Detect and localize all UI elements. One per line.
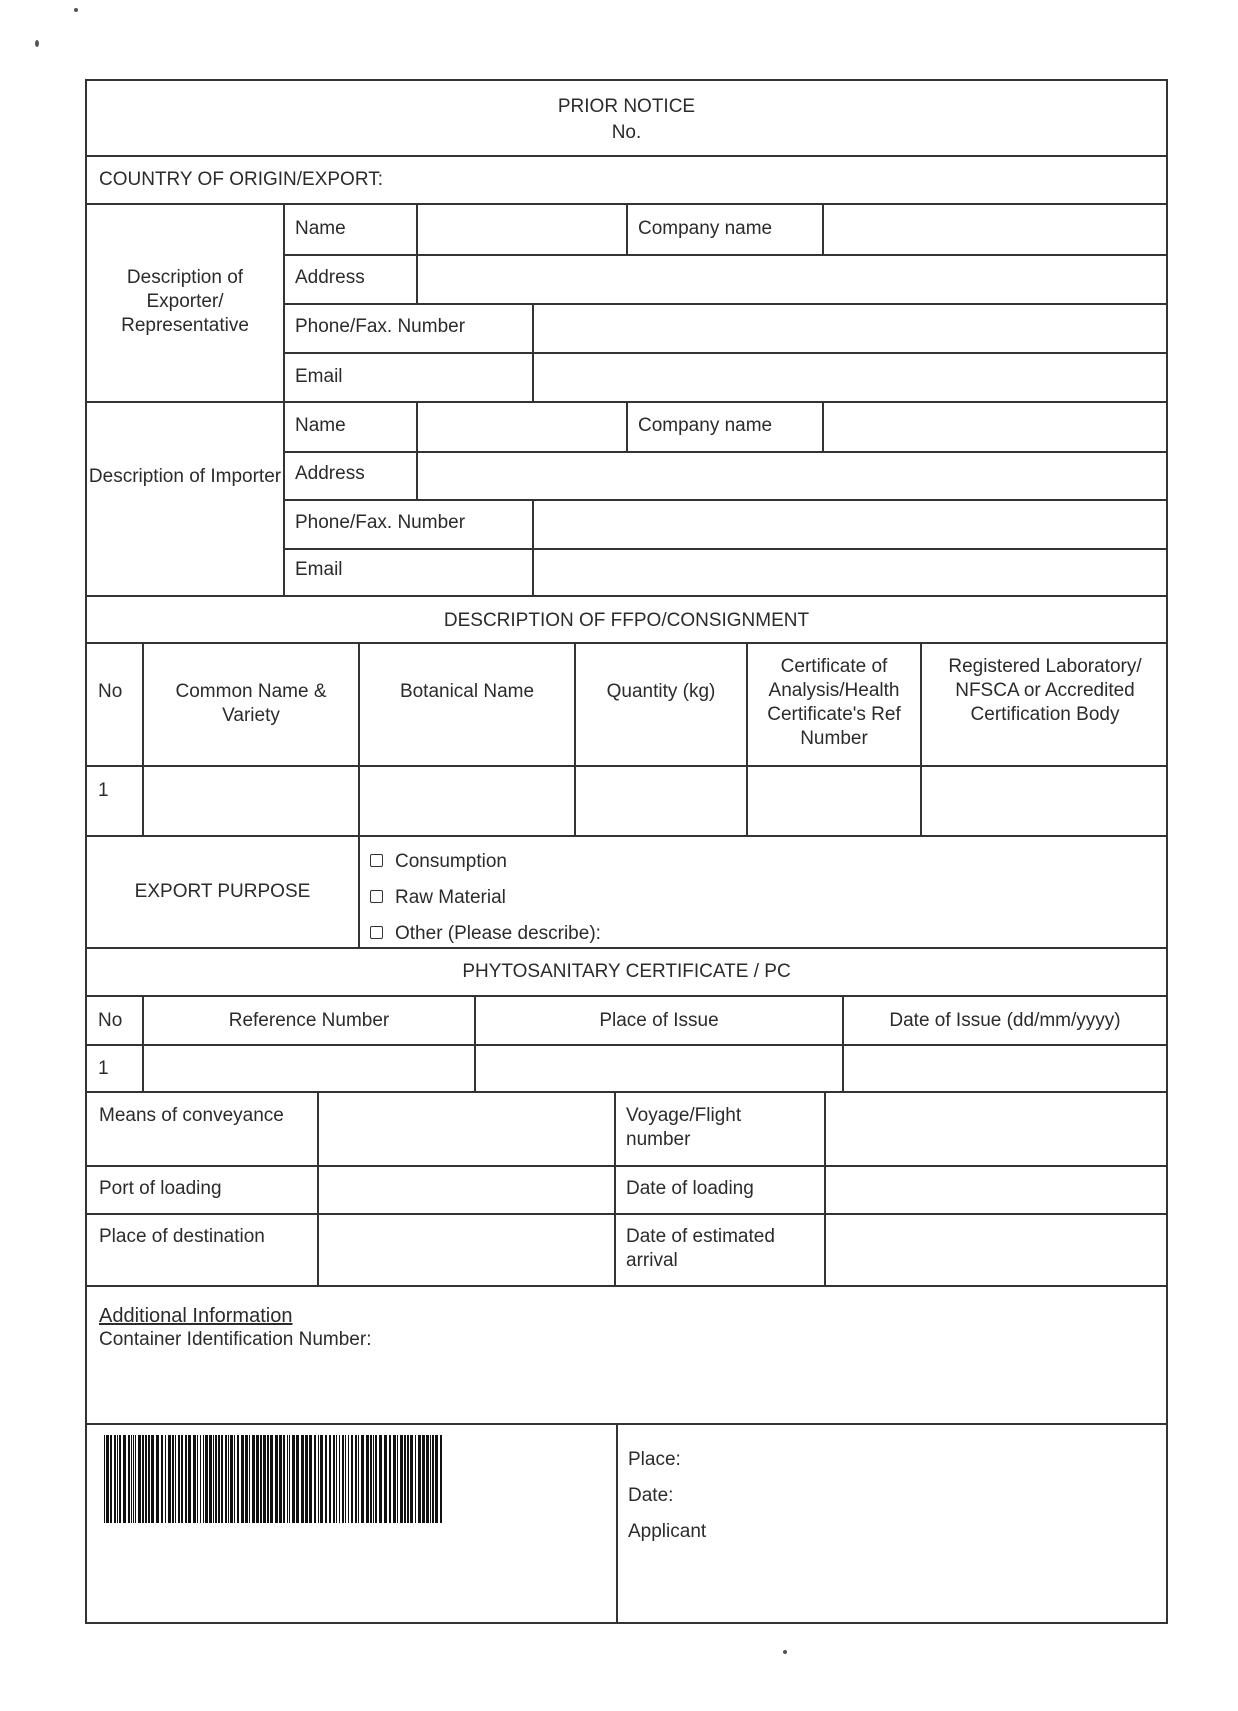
barcode-bar xyxy=(142,1435,144,1523)
barcode-bar xyxy=(410,1435,413,1523)
consumption-checkbox[interactable] xyxy=(370,854,383,867)
purpose-option-raw-material[interactable] xyxy=(370,886,506,910)
barcode-bar xyxy=(397,1435,398,1523)
barcode-bar xyxy=(404,1435,406,1523)
barcode-bar xyxy=(296,1435,299,1523)
phyto-title: PHYTOSANITARY CERTIFICATE / PC xyxy=(462,961,791,982)
exporter-section-label: Description of Exporter/ Representative xyxy=(121,267,249,336)
form-header xyxy=(87,81,1166,157)
barcode-bar xyxy=(348,1435,349,1523)
country-of-origin-label: COUNTRY OF ORIGIN/EXPORT: xyxy=(99,169,383,190)
form-title: PRIOR NOTICE xyxy=(557,96,696,117)
phyto-col-reference-number: Reference Number xyxy=(228,1010,390,1031)
barcode-bar xyxy=(379,1435,382,1523)
voyage-flight-label: Voyage/Flight number xyxy=(626,1105,742,1150)
exporter-company-field[interactable] xyxy=(824,205,1166,254)
consignment-row-no: 1 xyxy=(98,780,109,801)
scan-speck xyxy=(783,1650,787,1654)
barcode-bar xyxy=(197,1435,198,1523)
additional-information-title: Additional Information xyxy=(99,1305,293,1327)
country-of-origin-row xyxy=(87,157,1166,205)
barcode-bar xyxy=(263,1435,266,1523)
phyto-col-date-of-issue: Date of Issue (dd/mm/yyyy) xyxy=(889,1010,1121,1031)
barcode-bar xyxy=(432,1435,434,1523)
importer-email-label: Email xyxy=(295,559,343,580)
barcode-bar xyxy=(106,1435,109,1523)
barcode-bar xyxy=(148,1435,150,1523)
consignment-common-name-field[interactable] xyxy=(144,767,358,837)
estimated-arrival-field[interactable] xyxy=(826,1215,1166,1287)
barcode-bar xyxy=(252,1435,255,1523)
barcode-bar xyxy=(345,1435,346,1523)
exporter-section xyxy=(87,205,1166,403)
export-purpose-label: EXPORT PURPOSE xyxy=(134,881,311,902)
barcode-bar xyxy=(110,1435,112,1523)
applicant-signature-field[interactable] xyxy=(628,1550,1154,1610)
barcode-bar xyxy=(342,1435,344,1523)
other-label: Other (Please describe): xyxy=(395,923,601,944)
barcode-bar xyxy=(256,1435,259,1523)
consignment-col-common-name: Common Name & Variety xyxy=(175,681,327,726)
phyto-place-of-issue-field[interactable] xyxy=(476,1046,842,1093)
barcode-bar xyxy=(305,1435,308,1523)
barcode-bar xyxy=(145,1435,147,1523)
container-id-label: Container Identification Number: xyxy=(99,1329,372,1350)
consignment-title: DESCRIPTION OF FFPO/CONSIGNMENT xyxy=(443,610,810,631)
barcode-bar xyxy=(309,1435,312,1523)
date-of-loading-field[interactable] xyxy=(826,1167,1166,1213)
exporter-email-label: Email xyxy=(295,366,343,387)
barcode-bar xyxy=(358,1435,359,1523)
barcode-bar xyxy=(213,1435,214,1523)
exporter-company-label: Company name xyxy=(638,218,773,239)
port-of-loading-label: Port of loading xyxy=(99,1178,222,1199)
exporter-phone-field[interactable] xyxy=(534,303,1166,352)
barcode-bar xyxy=(325,1435,327,1523)
consignment-col-botanical-name: Botanical Name xyxy=(399,681,535,702)
barcode-bar xyxy=(275,1435,278,1523)
barcode-bar xyxy=(181,1435,183,1523)
barcode-bar xyxy=(384,1435,387,1523)
barcode-bar xyxy=(283,1435,285,1523)
consignment-table xyxy=(87,644,1166,837)
barcode-bar xyxy=(245,1435,248,1523)
barcode-bar xyxy=(400,1435,403,1523)
barcode-bar xyxy=(178,1435,180,1523)
prior-notice-form xyxy=(85,79,1168,1624)
phyto-reference-number-field[interactable] xyxy=(144,1046,474,1093)
barcode-bar xyxy=(430,1435,431,1523)
barcode-bar xyxy=(165,1435,166,1523)
barcode-bar xyxy=(375,1435,377,1523)
barcode-bar xyxy=(440,1435,442,1523)
barcode-bar xyxy=(351,1435,353,1523)
importer-address-field[interactable] xyxy=(418,451,1166,499)
place-of-destination-field[interactable] xyxy=(319,1215,614,1287)
phyto-table xyxy=(87,997,1166,1093)
barcode-bar xyxy=(237,1435,239,1523)
date-label: Date: xyxy=(628,1485,674,1506)
barcode-bar xyxy=(301,1435,304,1523)
barcode-bar xyxy=(133,1435,134,1523)
barcode-bar xyxy=(203,1435,204,1523)
barcode-bar xyxy=(333,1435,335,1523)
barcode-bar xyxy=(435,1435,438,1523)
barcode-bar xyxy=(260,1435,262,1523)
signature-section xyxy=(87,1425,1166,1622)
barcode-bar xyxy=(314,1435,316,1523)
estimated-arrival-label: Date of estimated arrival xyxy=(626,1226,775,1271)
barcode-bar xyxy=(361,1435,364,1523)
barcode-bar xyxy=(114,1435,116,1523)
purpose-option-consumption[interactable] xyxy=(370,850,507,874)
applicant-label: Applicant xyxy=(628,1521,707,1542)
other-checkbox[interactable] xyxy=(370,926,383,939)
barcode-bar xyxy=(336,1435,337,1523)
raw-material-checkbox[interactable] xyxy=(370,890,383,903)
phyto-col-place-of-issue: Place of Issue xyxy=(599,1010,719,1031)
barcode-bar xyxy=(279,1435,282,1523)
transport-section xyxy=(87,1093,1166,1287)
place-label: Place: xyxy=(628,1449,681,1470)
barcode-bar xyxy=(241,1435,244,1523)
date-of-loading-label: Date of loading xyxy=(626,1178,754,1199)
barcode-bar xyxy=(104,1435,105,1523)
importer-name-label: Name xyxy=(295,415,346,436)
barcode-bar xyxy=(373,1435,374,1523)
barcode-bar xyxy=(287,1435,288,1523)
barcode-bar xyxy=(415,1435,416,1523)
container-id-field[interactable] xyxy=(99,1355,1154,1415)
barcode-bar xyxy=(138,1435,141,1523)
barcode-bar xyxy=(156,1435,159,1523)
barcode-bar xyxy=(329,1435,331,1523)
phyto-col-no: No xyxy=(98,1010,123,1031)
phyto-title-row xyxy=(87,949,1166,997)
consignment-quantity-field[interactable] xyxy=(576,767,746,837)
importer-phone-label: Phone/Fax. Number xyxy=(295,512,466,533)
importer-name-field[interactable] xyxy=(418,403,626,451)
export-purpose-section xyxy=(87,837,1166,949)
exporter-name-field[interactable] xyxy=(418,205,626,254)
means-of-conveyance-label: Means of conveyance xyxy=(99,1105,284,1126)
scan-speck xyxy=(35,40,39,47)
consumption-label: Consumption xyxy=(395,851,507,872)
barcode xyxy=(104,1435,444,1523)
barcode-bar xyxy=(234,1435,235,1523)
barcode-bar xyxy=(355,1435,357,1523)
exporter-name-label: Name xyxy=(295,218,346,239)
barcode-bar xyxy=(407,1435,409,1523)
barcode-bar xyxy=(426,1435,429,1523)
barcode-bar xyxy=(366,1435,369,1523)
barcode-bar xyxy=(230,1435,233,1523)
barcode-bar xyxy=(175,1435,176,1523)
barcode-bar xyxy=(320,1435,323,1523)
barcode-bar xyxy=(185,1435,187,1523)
barcode-bar xyxy=(209,1435,212,1523)
barcode-bar xyxy=(318,1435,319,1523)
consignment-col-registered-lab: Registered Laboratory/ NFSCA or Accredited Certification Body xyxy=(948,656,1142,725)
barcode-bar xyxy=(215,1435,217,1523)
importer-company-field[interactable] xyxy=(824,403,1166,451)
barcode-bar xyxy=(267,1435,269,1523)
importer-phone-field[interactable] xyxy=(534,499,1166,548)
port-of-loading-field[interactable] xyxy=(319,1167,614,1213)
barcode-bar xyxy=(393,1435,396,1523)
importer-address-label: Address xyxy=(295,463,365,484)
barcode-bar xyxy=(249,1435,250,1523)
importer-email-field[interactable] xyxy=(534,548,1166,597)
barcode-bar xyxy=(418,1435,421,1523)
barcode-bar xyxy=(228,1435,229,1523)
barcode-bar xyxy=(225,1435,227,1523)
exporter-phone-label: Phone/Fax. Number xyxy=(295,316,466,337)
barcode-bar xyxy=(188,1435,191,1523)
consignment-col-no: No xyxy=(98,681,123,702)
barcode-bar xyxy=(128,1435,130,1523)
barcode-bar xyxy=(119,1435,121,1523)
exporter-address-label: Address xyxy=(295,267,365,288)
importer-section xyxy=(87,403,1166,597)
barcode-bar xyxy=(131,1435,132,1523)
exporter-address-field[interactable] xyxy=(418,254,1166,303)
barcode-bar xyxy=(200,1435,201,1523)
barcode-bar xyxy=(161,1435,163,1523)
place-of-destination-label: Place of destination xyxy=(99,1226,265,1247)
barcode-bar xyxy=(168,1435,171,1523)
barcode-bar xyxy=(218,1435,220,1523)
barcode-bar xyxy=(339,1435,340,1523)
importer-company-label: Company name xyxy=(638,415,773,436)
barcode-bar xyxy=(221,1435,223,1523)
notice-number-label: No. xyxy=(611,122,642,143)
barcode-bar xyxy=(172,1435,174,1523)
barcode-bar xyxy=(289,1435,290,1523)
consignment-certificate-ref-field[interactable] xyxy=(748,767,920,837)
consignment-col-certificate-ref: Certificate of Analysis/Health Certificate's Ref Number xyxy=(767,656,901,749)
barcode-bar xyxy=(370,1435,372,1523)
purpose-option-other[interactable] xyxy=(370,922,601,946)
barcode-bar xyxy=(193,1435,196,1523)
barcode-bar xyxy=(117,1435,118,1523)
consignment-botanical-name-field[interactable] xyxy=(360,767,574,837)
barcode-bar xyxy=(123,1435,126,1523)
barcode-bar xyxy=(270,1435,273,1523)
phyto-row-no: 1 xyxy=(98,1058,109,1079)
raw-material-label: Raw Material xyxy=(395,887,506,908)
barcode-bar xyxy=(422,1435,425,1523)
means-of-conveyance-field[interactable] xyxy=(319,1093,614,1165)
voyage-flight-field[interactable] xyxy=(826,1093,1166,1165)
consignment-registered-lab-field[interactable] xyxy=(922,767,1166,837)
barcode-bar xyxy=(292,1435,295,1523)
barcode-bar xyxy=(151,1435,154,1523)
consignment-col-quantity: Quantity (kg) xyxy=(606,681,716,702)
barcode-bar xyxy=(389,1435,391,1523)
barcode-bar xyxy=(205,1435,208,1523)
phyto-date-of-issue-field[interactable] xyxy=(844,1046,1166,1093)
importer-section-label: Description of Importer xyxy=(88,466,282,487)
consignment-title-row xyxy=(87,597,1166,644)
exporter-email-field[interactable] xyxy=(534,352,1166,403)
scan-speck xyxy=(74,8,78,12)
additional-information-section xyxy=(87,1287,1166,1425)
barcode-bar xyxy=(135,1435,136,1523)
